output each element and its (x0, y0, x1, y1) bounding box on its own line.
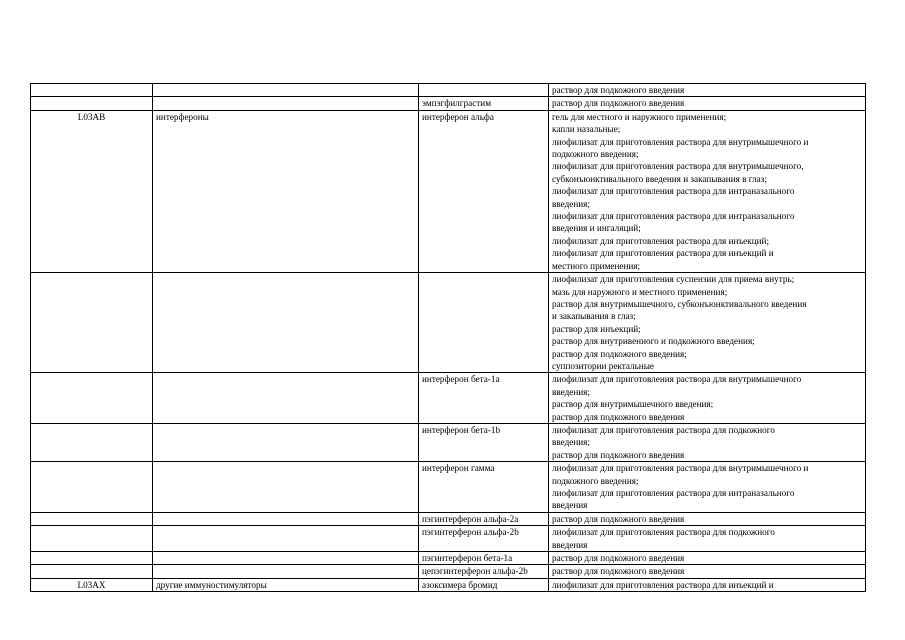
dosage-form-line: раствор для внутримышечного, субконъюнктивального введения (552, 298, 807, 309)
group-name-cell (153, 273, 419, 373)
dosage-form-line: суппозитории ректальные (552, 360, 654, 371)
atc-code-cell (31, 97, 153, 110)
group-name-cell (153, 84, 419, 97)
dosage-form-line: введения; (552, 437, 590, 448)
dosage-form-line: лиофилизат для приготовления раствора для внутримышечного и (552, 463, 809, 474)
drug-name-cell: эмпэгфилграстим (419, 97, 549, 110)
table-row (31, 84, 866, 97)
atc-code-cell (31, 526, 153, 552)
atc-code-cell (31, 273, 153, 373)
atc-code-cell (31, 84, 153, 97)
table-row (31, 423, 866, 461)
dosage-forms-cell (549, 578, 866, 591)
atc-code-cell (31, 552, 153, 565)
dosage-form-line: лиофилизат для приготовления раствора для подкожного (552, 424, 775, 435)
drug-name-cell: интерферон бета-1b (419, 423, 549, 461)
group-name-cell (153, 552, 419, 565)
dosage-form-line: лиофилизат для приготовления раствора для подкожного (552, 527, 775, 538)
drug-name-cell: азоксимера бромид (419, 578, 549, 591)
dosage-form-line: введения и ингаляций; (552, 223, 641, 234)
dosage-form-line: лиофилизат для приготовления суспензии для приема внутрь; (552, 274, 795, 285)
dosage-form-line: раствор для внутримышечного введения; (552, 399, 714, 410)
drug-name-cell: цепэгинтерферон альфа-2b (419, 565, 549, 578)
dosage-forms-cell (549, 565, 866, 578)
table-row (31, 110, 866, 272)
drug-name-cell: пэгинтерферон бета-1a (419, 552, 549, 565)
dosage-form-line: лиофилизат для приготовления раствора для интраназального (552, 186, 795, 197)
dosage-form-line: лиофилизат для приготовления раствора для инъекций и (552, 579, 774, 590)
dosage-form-line: раствор для подкожного введения (552, 566, 685, 577)
dosage-form-line: раствор для подкожного введения (552, 85, 685, 95)
table-body (31, 84, 866, 592)
atc-code-cell (31, 373, 153, 424)
table-row (31, 97, 866, 110)
dosage-forms-cell (549, 462, 866, 513)
group-name-cell (153, 423, 419, 461)
group-name-cell (153, 526, 419, 552)
dosage-form-line: раствор для подкожного введения (552, 98, 685, 109)
table-row (31, 373, 866, 424)
dosage-forms-cell (549, 97, 866, 110)
dosage-form-line: введения (552, 539, 588, 550)
dosage-form-line: лиофилизат для приготовления раствора для интраназального (552, 488, 795, 498)
dosage-form-line: гель для местного и наружного применения; (552, 111, 727, 122)
dosage-form-line: раствор для внутривенного и подкожного введения; (552, 336, 755, 347)
dosage-form-line: лиофилизат для приготовления раствора для инъекций и (552, 248, 774, 259)
group-name-cell: интерфероны (153, 110, 419, 272)
dosage-forms-cell (549, 84, 866, 97)
dosage-form-line: лиофилизат для приготовления раствора для внутримышечного и (552, 136, 809, 147)
table-row (31, 273, 866, 373)
dosage-forms-cell (549, 526, 866, 552)
drug-name-cell: интерферон альфа (419, 110, 549, 272)
group-name-cell (153, 462, 419, 513)
atc-code-cell (31, 565, 153, 578)
dosage-form-line: лиофилизат для приготовления раствора для внутримышечного, (552, 161, 804, 172)
dosage-form-line: капли назальные; (552, 124, 621, 135)
table-row (31, 552, 866, 565)
dosage-form-line: введения; (552, 386, 590, 397)
dosage-forms-cell (549, 512, 866, 525)
table-row (31, 526, 866, 552)
dosage-form-line: лиофилизат для приготовления раствора для инъекций; (552, 235, 770, 246)
group-name-cell (153, 565, 419, 578)
drug-name-cell: интерферон бета-1a (419, 373, 549, 424)
dosage-form-line: раствор для подкожного введения; (552, 348, 687, 359)
dosage-forms-cell (549, 273, 866, 373)
dosage-form-line: и закапывания в глаз; (552, 311, 636, 322)
dosage-form-line: лиофилизат для приготовления раствора для внутримышечного (552, 374, 802, 385)
drug-name-cell (419, 273, 549, 373)
dosage-form-line: субконъюнктивального введения и закапывания в глаз; (552, 173, 767, 184)
atc-code-cell (31, 423, 153, 461)
drug-name-cell: пэгинтерферон альфа-2a (419, 512, 549, 525)
dosage-form-line: введения; (552, 198, 590, 209)
dosage-form-line: подкожного введения; (552, 149, 639, 160)
dosage-form-line: введения (552, 500, 588, 511)
dosage-form-line: раствор для подкожного введения (552, 553, 685, 564)
group-name-cell (153, 97, 419, 110)
dosage-form-line: мазь для наружного и местного применения; (552, 286, 728, 297)
atc-code-cell: L03AX (31, 578, 153, 591)
dosage-form-line: подкожного введения; (552, 475, 639, 486)
drug-table (30, 83, 866, 592)
table-row (31, 512, 866, 525)
dosage-forms-cell (549, 423, 866, 461)
dosage-form-line: лиофилизат для приготовления раствора для интраназального (552, 211, 795, 222)
drug-name-cell (419, 84, 549, 97)
drug-name-cell: пэгинтерферон альфа-2b (419, 526, 549, 552)
table-row (31, 462, 866, 513)
table-row (31, 578, 866, 591)
dosage-forms-cell (549, 110, 866, 272)
group-name-cell (153, 512, 419, 525)
dosage-form-line: раствор для подкожного введения (552, 513, 685, 524)
dosage-form-line: раствор для подкожного введения (552, 411, 685, 422)
dosage-forms-cell (549, 373, 866, 424)
drug-name-cell: интерферон гамма (419, 462, 549, 513)
dosage-form-line: местного применения; (552, 260, 641, 271)
atc-code-cell (31, 512, 153, 525)
group-name-cell (153, 373, 419, 424)
dosage-form-line: раствор для инъекций; (552, 323, 641, 334)
atc-code-cell (31, 462, 153, 513)
dosage-form-line: раствор для подкожного введения (552, 449, 685, 460)
dosage-forms-cell (549, 552, 866, 565)
group-name-cell: другие иммуностимуляторы (153, 578, 419, 591)
table-row (31, 565, 866, 578)
atc-code-cell: L03AB (31, 110, 153, 272)
